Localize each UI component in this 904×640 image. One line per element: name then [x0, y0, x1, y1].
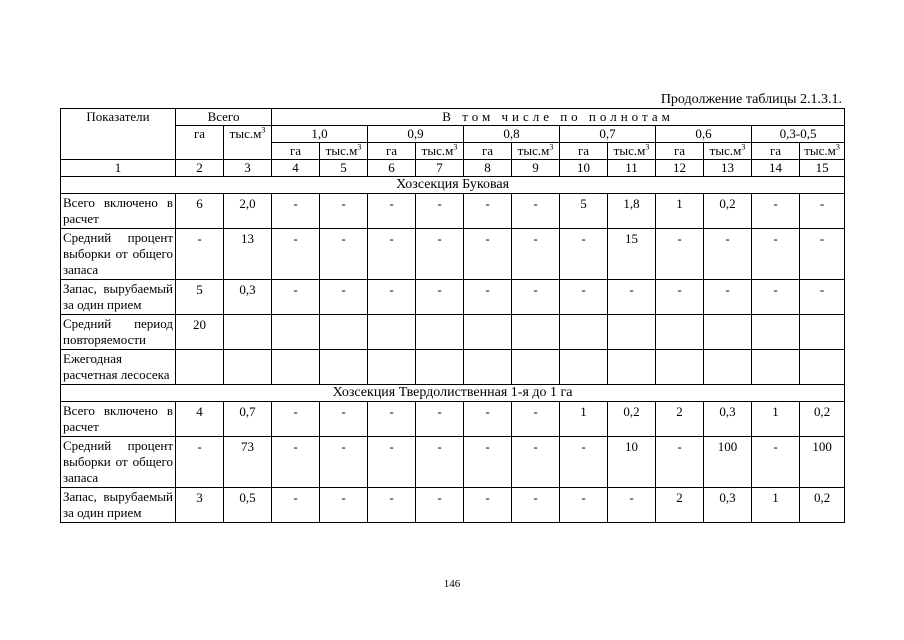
value-cell: 1	[560, 402, 608, 437]
value-cell: 10	[608, 437, 656, 488]
column-number: 11	[608, 160, 656, 177]
column-number: 14	[752, 160, 800, 177]
section-row	[61, 177, 845, 194]
column-number: 8	[464, 160, 512, 177]
value-cell	[416, 315, 464, 350]
value-cell: 1	[656, 194, 704, 229]
value-cell: 6	[176, 194, 224, 229]
value-cell: 4	[176, 402, 224, 437]
value-cell: -	[464, 402, 512, 437]
value-cell	[320, 315, 368, 350]
unit-volume-header	[800, 143, 845, 160]
unit-volume-superscript: 3	[645, 142, 650, 152]
value-cell: -	[416, 488, 464, 523]
value-cell	[704, 350, 752, 385]
data-row	[61, 488, 845, 523]
value-cell: -	[368, 280, 416, 315]
value-cell: -	[752, 229, 800, 280]
value-cell	[608, 315, 656, 350]
value-cell: -	[464, 437, 512, 488]
value-cell: -	[512, 488, 560, 523]
unit-volume-text: тыс.м	[613, 143, 646, 158]
value-cell	[320, 350, 368, 385]
value-cell: 0,3	[704, 488, 752, 523]
value-cell: -	[608, 280, 656, 315]
value-cell: -	[272, 280, 320, 315]
unit-volume-text: тыс.м	[325, 143, 358, 158]
value-cell	[176, 350, 224, 385]
value-cell: 100	[704, 437, 752, 488]
data-row	[61, 315, 845, 350]
value-cell: -	[656, 280, 704, 315]
unit-volume-text: тыс.м	[421, 143, 454, 158]
value-cell: 1	[752, 488, 800, 523]
value-cell: 0,3	[704, 402, 752, 437]
value-cell: 73	[224, 437, 272, 488]
column-numbers-row	[61, 160, 845, 177]
density-header: 0,7	[560, 126, 656, 143]
page-number: 146	[443, 578, 461, 590]
value-cell: -	[368, 194, 416, 229]
data-row	[61, 402, 845, 437]
value-cell	[752, 350, 800, 385]
total-ha-header: га	[176, 126, 224, 160]
column-number: 12	[656, 160, 704, 177]
indicators-header: Показатели	[61, 109, 176, 160]
value-cell	[800, 315, 845, 350]
value-cell: -	[176, 437, 224, 488]
value-cell: 2,0	[224, 194, 272, 229]
value-cell: 3	[176, 488, 224, 523]
value-cell: -	[560, 437, 608, 488]
value-cell: -	[752, 194, 800, 229]
value-cell	[272, 350, 320, 385]
value-cell: -	[800, 280, 845, 315]
value-cell	[608, 350, 656, 385]
row-label: Запас, вырубаемый за один прием	[61, 488, 176, 523]
unit-volume-text: тыс.м	[517, 143, 550, 158]
value-cell: -	[560, 229, 608, 280]
value-cell: -	[272, 402, 320, 437]
value-cell	[416, 350, 464, 385]
unit-volume-header	[608, 143, 656, 160]
column-number: 4	[272, 160, 320, 177]
unit-volume-header	[704, 143, 752, 160]
value-cell: -	[560, 280, 608, 315]
value-cell: 5	[560, 194, 608, 229]
value-cell: 15	[608, 229, 656, 280]
value-cell: -	[512, 402, 560, 437]
value-cell: 0,5	[224, 488, 272, 523]
data-row	[61, 437, 845, 488]
by-density-header: В том числе по полнотам	[272, 109, 845, 126]
row-label: Ежегодная расчетная лесосека	[61, 350, 176, 385]
unit-ha-header: га	[464, 143, 512, 160]
column-number: 6	[368, 160, 416, 177]
value-cell: -	[272, 194, 320, 229]
row-label: Средний период повторяемости	[61, 315, 176, 350]
density-header: 1,0	[272, 126, 368, 143]
value-cell: -	[416, 229, 464, 280]
value-cell: -	[752, 437, 800, 488]
unit-volume-text: тыс.м	[229, 126, 262, 141]
value-cell	[224, 315, 272, 350]
column-number: 7	[416, 160, 464, 177]
value-cell: -	[512, 437, 560, 488]
unit-volume-header	[512, 143, 560, 160]
value-cell: -	[608, 488, 656, 523]
value-cell: 0,2	[608, 402, 656, 437]
column-number: 13	[704, 160, 752, 177]
unit-volume-superscript: 3	[835, 142, 840, 152]
unit-volume-text: тыс.м	[804, 143, 836, 158]
value-cell	[368, 350, 416, 385]
value-cell: -	[320, 280, 368, 315]
value-cell: -	[464, 194, 512, 229]
value-cell: 5	[176, 280, 224, 315]
value-cell: 13	[224, 229, 272, 280]
total-header: Всего	[176, 109, 272, 126]
data-row	[61, 280, 845, 315]
unit-ha-header: га	[656, 143, 704, 160]
value-cell: -	[464, 488, 512, 523]
density-header: 0,8	[464, 126, 560, 143]
value-cell: -	[368, 488, 416, 523]
total-volume-header	[224, 126, 272, 160]
density-header: 0,6	[656, 126, 752, 143]
value-cell	[512, 315, 560, 350]
value-cell: -	[272, 437, 320, 488]
value-cell: -	[272, 488, 320, 523]
value-cell: -	[416, 194, 464, 229]
unit-ha-header: га	[752, 143, 800, 160]
value-cell: -	[800, 229, 845, 280]
unit-volume-superscript: 3	[741, 142, 746, 152]
unit-volume-superscript: 3	[453, 142, 458, 152]
value-cell: -	[320, 194, 368, 229]
unit-volume-superscript: 3	[549, 142, 554, 152]
value-cell: -	[560, 488, 608, 523]
value-cell: -	[512, 194, 560, 229]
unit-volume-header	[320, 143, 368, 160]
value-cell: -	[416, 402, 464, 437]
value-cell: -	[320, 488, 368, 523]
row-label: Средний процент выборки от общего запаса	[61, 437, 176, 488]
value-cell: -	[656, 229, 704, 280]
value-cell: -	[704, 280, 752, 315]
data-row	[61, 194, 845, 229]
value-cell: 20	[176, 315, 224, 350]
value-cell: -	[368, 229, 416, 280]
value-cell: 0,7	[224, 402, 272, 437]
value-cell	[656, 350, 704, 385]
value-cell: 1,8	[608, 194, 656, 229]
value-cell	[512, 350, 560, 385]
unit-ha-header: га	[272, 143, 320, 160]
value-cell	[464, 315, 512, 350]
unit-volume-superscript: 3	[261, 125, 266, 135]
column-number: 5	[320, 160, 368, 177]
value-cell: -	[320, 437, 368, 488]
header-row-1	[61, 109, 845, 126]
density-header: 0,3-0,5	[752, 126, 845, 143]
forest-table	[60, 108, 845, 523]
value-cell	[464, 350, 512, 385]
value-cell: 0,2	[800, 488, 845, 523]
value-cell: 1	[752, 402, 800, 437]
column-number: 10	[560, 160, 608, 177]
unit-ha-header: га	[560, 143, 608, 160]
value-cell: -	[464, 229, 512, 280]
row-label: Всего включено в расчет	[61, 194, 176, 229]
value-cell: -	[656, 437, 704, 488]
value-cell	[368, 315, 416, 350]
section-title: Хозсекция Буковая	[61, 177, 845, 194]
data-row	[61, 229, 845, 280]
value-cell: -	[512, 229, 560, 280]
column-number: 2	[176, 160, 224, 177]
value-cell: -	[368, 402, 416, 437]
value-cell	[560, 350, 608, 385]
value-cell: 2	[656, 402, 704, 437]
density-header: 0,9	[368, 126, 464, 143]
value-cell: 100	[800, 437, 845, 488]
value-cell: -	[416, 280, 464, 315]
value-cell	[656, 315, 704, 350]
value-cell	[560, 315, 608, 350]
column-number: 1	[61, 160, 176, 177]
value-cell: 0,3	[224, 280, 272, 315]
value-cell	[272, 315, 320, 350]
value-cell: 2	[656, 488, 704, 523]
value-cell: -	[704, 229, 752, 280]
data-row	[61, 350, 845, 385]
value-cell: 0,2	[800, 402, 845, 437]
unit-ha-header: га	[368, 143, 416, 160]
value-cell	[704, 315, 752, 350]
value-cell: -	[512, 280, 560, 315]
value-cell: -	[176, 229, 224, 280]
header-row-2	[61, 126, 845, 143]
unit-volume-superscript: 3	[357, 142, 362, 152]
value-cell: 0,2	[704, 194, 752, 229]
value-cell: -	[464, 280, 512, 315]
table-caption: Продолжение таблицы 2.1.3.1.	[660, 92, 842, 107]
row-label: Запас, вырубаемый за один прием	[61, 280, 176, 315]
value-cell	[800, 350, 845, 385]
value-cell: -	[800, 194, 845, 229]
section-title: Хозсекция Твердолиственная 1-я до 1 га	[61, 385, 845, 402]
value-cell	[224, 350, 272, 385]
unit-volume-header	[416, 143, 464, 160]
value-cell: -	[368, 437, 416, 488]
column-number: 15	[800, 160, 845, 177]
value-cell: -	[320, 229, 368, 280]
section-row	[61, 385, 845, 402]
value-cell: -	[752, 280, 800, 315]
value-cell: -	[320, 402, 368, 437]
row-label: Средний процент выборки от общего запаса	[61, 229, 176, 280]
value-cell: -	[272, 229, 320, 280]
value-cell: -	[416, 437, 464, 488]
column-number: 3	[224, 160, 272, 177]
value-cell	[752, 315, 800, 350]
column-number: 9	[512, 160, 560, 177]
row-label: Всего включено в расчет	[61, 402, 176, 437]
unit-volume-text: тыс.м	[709, 143, 742, 158]
